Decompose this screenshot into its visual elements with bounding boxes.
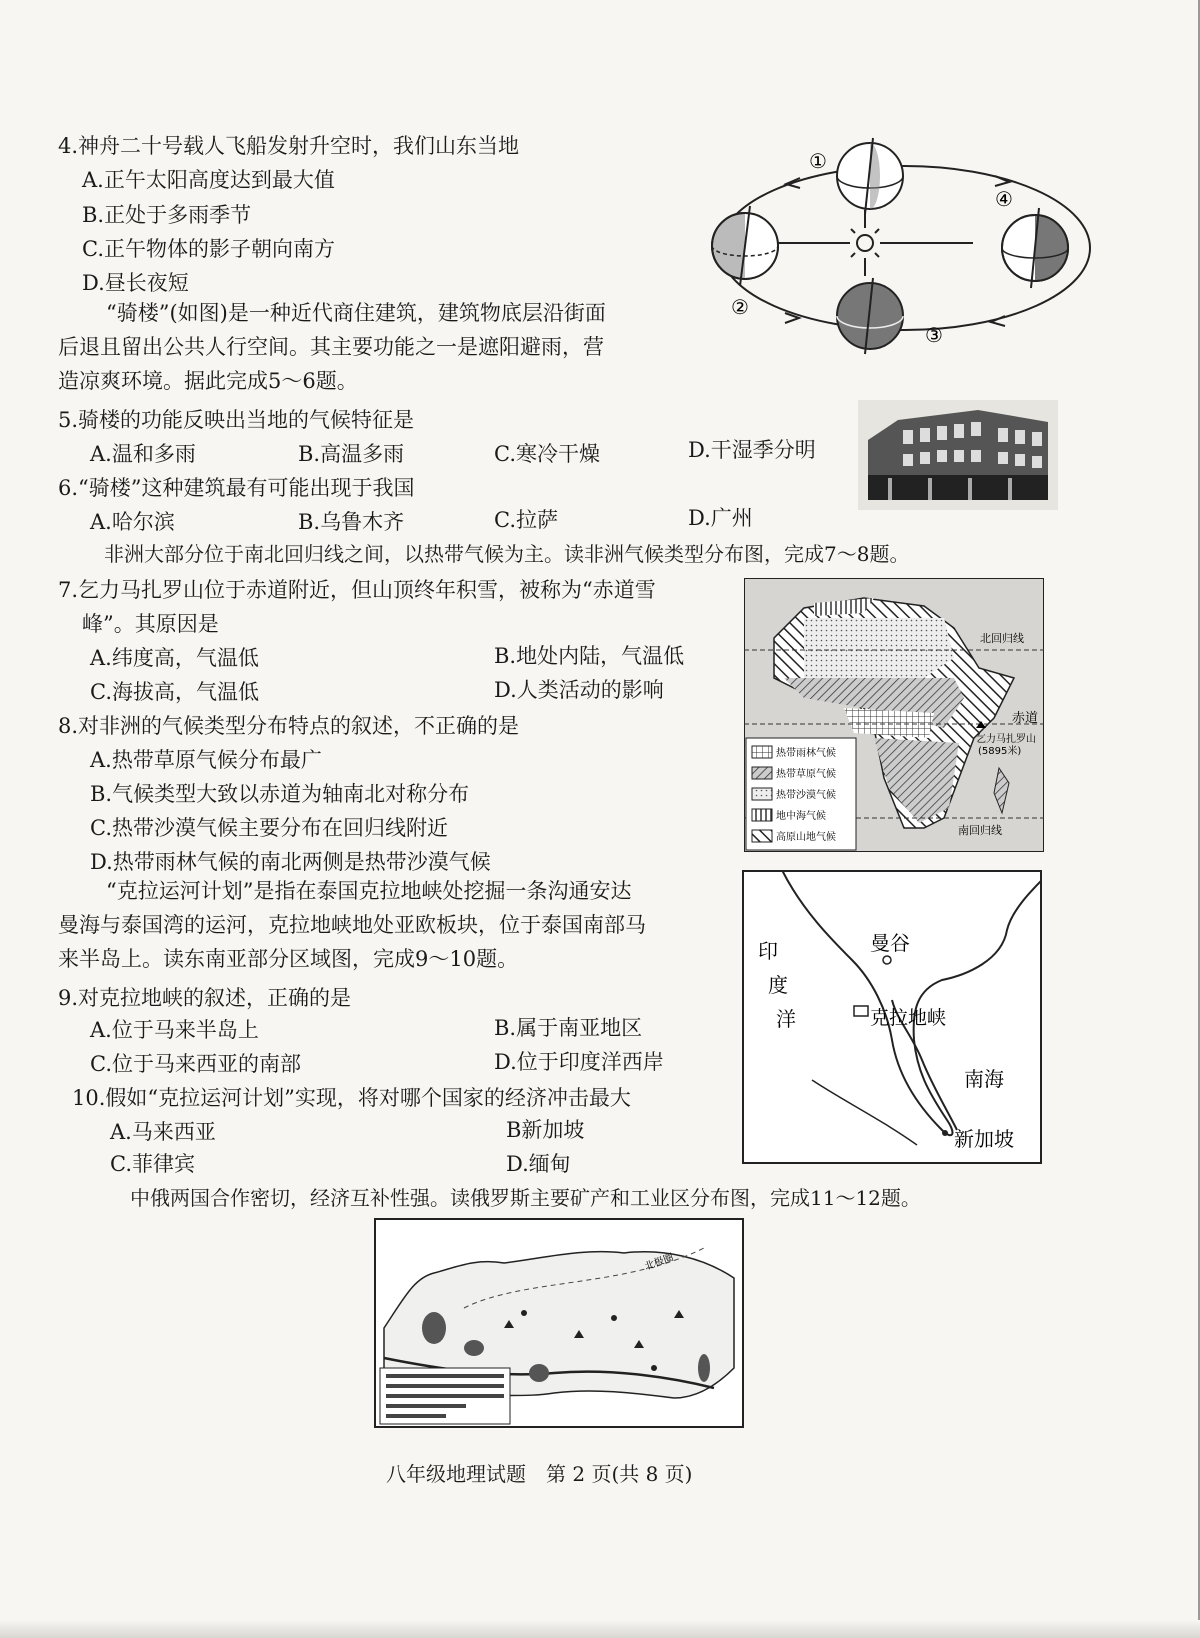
- q4-stem: 4.神舟二十号载人飞船发射升空时，我们山东当地: [58, 134, 520, 158]
- q6-option-a[interactable]: A.哈尔滨: [90, 510, 175, 534]
- africa-climate-map: [744, 578, 1044, 852]
- south-tropic-label: 南回归线: [958, 824, 1002, 837]
- legend-mediterranean: 地中海气候: [776, 811, 826, 822]
- orbit-label-2: ②: [731, 295, 749, 319]
- q4-option-a[interactable]: A.正午太阳高度达到最大值: [82, 168, 335, 192]
- kra-intro-line-2: 曼海与泰国湾的运河，克拉地峡地处亚欧板块，位于泰国南部马: [58, 913, 646, 937]
- legend-rainforest: 热带雨林气候: [776, 748, 836, 759]
- q8-option-d[interactable]: D.热带雨林气候的南北两侧是热带沙漠气候: [90, 850, 491, 874]
- singapore-label: 新加坡: [954, 1127, 1014, 1151]
- page-bottom-shadow: [0, 1620, 1200, 1638]
- ocean-label-3: 洋: [776, 1007, 796, 1031]
- sun-icon: [845, 223, 885, 263]
- bangkok-label: 曼谷: [870, 931, 910, 955]
- q6-option-b[interactable]: B.乌鲁木齐: [298, 510, 405, 534]
- north-tropic-label: 北回归线: [980, 632, 1024, 645]
- q5-option-a[interactable]: A.温和多雨: [90, 442, 196, 466]
- earth-orbit-figure: [705, 128, 1095, 368]
- equator-label: 赤道: [1012, 711, 1039, 726]
- q7-stem-line-1: 7.乞力马扎罗山位于赤道附近，但山顶终年积雪，被称为“赤道雪: [58, 578, 656, 602]
- kra-intro-line-1: “克拉运河计划”是指在泰国克拉地峡处挖掘一条沟通安达: [106, 879, 632, 903]
- q9-stem: 9.对克拉地峡的叙述，正确的是: [58, 986, 352, 1010]
- arctic-circle-label: 北极圈: [643, 1252, 676, 1273]
- q9-option-c[interactable]: C.位于马来西亚的南部: [90, 1052, 301, 1076]
- q7-stem-line-2: 峰”。其原因是: [82, 612, 219, 636]
- africa-intro: 非洲大部分位于南北回归线之间，以热带气候为主。读非洲气候类型分布图，完成7～8题。: [104, 542, 910, 566]
- russia-intro: 中俄两国合作密切，经济互补性强。读俄罗斯主要矿产和工业区分布图，完成11～12题。: [130, 1186, 921, 1210]
- q6-option-c[interactable]: C.拉萨: [494, 508, 558, 532]
- q5-option-c[interactable]: C.寒冷干燥: [494, 442, 600, 466]
- legend-savanna: 热带草原气候: [776, 769, 836, 780]
- legend-highland: 高原山地气候: [776, 832, 836, 843]
- kilimanjaro-height: (5895米): [978, 746, 1022, 757]
- q4-option-d[interactable]: D.昼长夜短: [82, 271, 189, 295]
- q8-stem: 8.对非洲的气候类型分布特点的叙述，不正确的是: [58, 714, 520, 738]
- earth-right-icon: [1002, 208, 1068, 288]
- orbit-arrow-icon: [991, 316, 1005, 326]
- q9-option-b[interactable]: B.属于南亚地区: [494, 1016, 643, 1040]
- orbit-label-4: ④: [995, 187, 1013, 211]
- russia-resources-map: [374, 1218, 744, 1428]
- qilou-intro-line-3: 造凉爽环境。据此完成5～6题。: [58, 369, 358, 393]
- q4-option-b[interactable]: B.正处于多雨季节: [82, 203, 252, 227]
- q5-option-b[interactable]: B.高温多雨: [298, 442, 405, 466]
- kra-label: 克拉地峡: [870, 1007, 947, 1029]
- q8-option-a[interactable]: A.热带草原气候分布最广: [90, 748, 322, 772]
- q7-option-c[interactable]: C.海拔高，气温低: [90, 680, 259, 704]
- singapore-marker-icon: [942, 1130, 948, 1136]
- qilou-intro-line-2: 后退且留出公共人行空间。其主要功能之一是遮阳避雨，营: [58, 335, 604, 359]
- kilimanjaro-label: 乞力马扎罗山: [976, 734, 1036, 745]
- q6-stem: 6.“骑楼”这种建筑最有可能出现于我国: [58, 476, 415, 500]
- q8-option-b[interactable]: B.气候类型大致以赤道为轴南北对称分布: [90, 782, 470, 806]
- q7-option-d[interactable]: D.人类活动的影响: [494, 678, 664, 702]
- q5-option-d[interactable]: D.干湿季分明: [688, 438, 816, 462]
- q10-option-a[interactable]: A.马来西亚: [110, 1120, 216, 1144]
- earth-left-icon: [712, 206, 778, 286]
- kra-intro-line-3: 来半岛上。读东南亚部分区域图，完成9～10题。: [58, 947, 519, 971]
- southeast-asia-map: [742, 870, 1042, 1164]
- qilou-intro-line-1: “骑楼”(如图)是一种近代商住建筑，建筑物底层沿街面: [106, 301, 606, 325]
- earth-bottom-icon: [837, 278, 903, 354]
- south-sea-label: 南海: [964, 1067, 1004, 1091]
- q6-option-d[interactable]: D.广州: [688, 506, 753, 530]
- q10-option-b[interactable]: B新加坡: [506, 1118, 585, 1142]
- q10-stem: 10.假如“克拉运河计划”实现，将对哪个国家的经济冲击最大: [72, 1086, 631, 1110]
- bangkok-marker-icon: [883, 956, 891, 964]
- ocean-label-1: 印: [758, 939, 778, 963]
- q7-option-a[interactable]: A.纬度高，气温低: [90, 646, 259, 670]
- page-footer: 八年级地理试题 第 2 页(共 8 页): [386, 1462, 693, 1486]
- map-legend: [746, 738, 856, 850]
- q7-option-b[interactable]: B.地处内陆，气温低: [494, 644, 685, 668]
- orbit-label-3: ③: [925, 323, 943, 347]
- earth-top-icon: [837, 138, 903, 214]
- q9-option-d[interactable]: D.位于印度洋西岸: [494, 1050, 664, 1074]
- q9-option-a[interactable]: A.位于马来半岛上: [90, 1018, 259, 1042]
- qilou-photo: [858, 400, 1058, 510]
- ocean-label-2: 度: [768, 973, 788, 997]
- orbit-label-1: ①: [809, 149, 827, 173]
- q8-option-c[interactable]: C.热带沙漠气候主要分布在回归线附近: [90, 816, 448, 840]
- q5-stem: 5.骑楼的功能反映出当地的气候特征是: [58, 408, 415, 432]
- legend-desert: 热带沙漠气候: [776, 790, 836, 801]
- q4-option-c[interactable]: C.正午物体的影子朝向南方: [82, 237, 335, 261]
- q10-option-d[interactable]: D.缅甸: [506, 1152, 571, 1176]
- q10-option-c[interactable]: C.菲律宾: [110, 1152, 195, 1176]
